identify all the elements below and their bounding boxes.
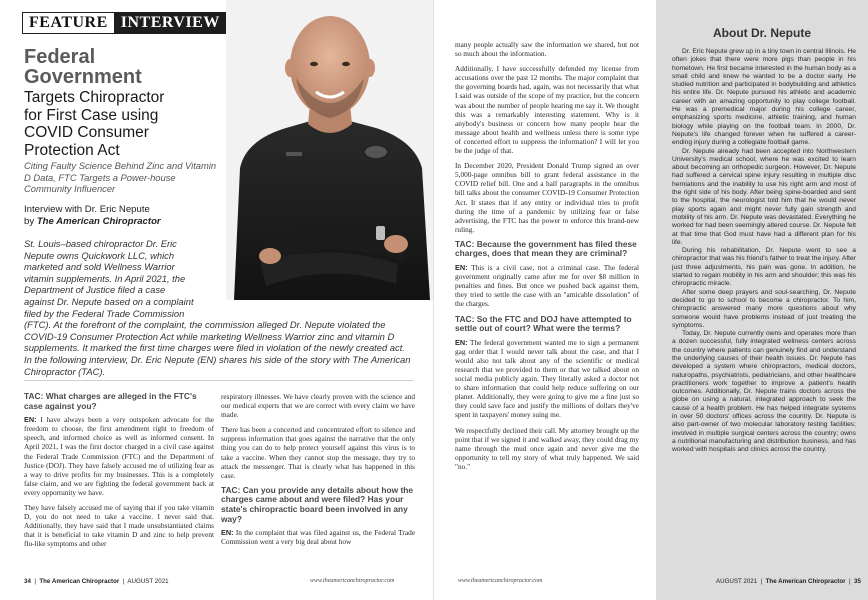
sidebar-paragraph: After some deep prayers and soul-searching, Dr. Nepute decided to go to school to become a chiropractor. To him, chiropractic answered many more questions about why someone would have problems instead of just treating the symptoms. (672, 288, 856, 329)
byline-by: by (24, 216, 37, 227)
body-paragraph: Additionally, I have successfully defended my license from accusations over the past 12 months. The major complaint that the governing boards had, again, was not necessarily that what I said was outside of the scope of my practice, but the concern was about the number of people hearing me say it. We thought this was a remarkably interesting statement. Why is it anybody's business or concern how many people hear the message about health and wellness unless there is some type of concerted effort to suppress the information? I will let you be the judge of that. (455, 64, 639, 156)
answer-paragraph (221, 528, 415, 546)
subheadline-line-4: Protection Act (24, 141, 120, 159)
answer-speaker: EN: (455, 337, 468, 347)
byline-interview-with: Interview with Dr. Eric Nepute (24, 204, 150, 215)
question-heading: TAC: Because the government has filed these charges, does that mean they are criminal? (455, 238, 637, 259)
subheadline-line-2: for First Case using (24, 106, 159, 124)
sidebar-title: About Dr. Nepute (713, 26, 811, 40)
sidebar-paragraph: Dr. Eric Nepute grew up in a tiny town in central Illinois. He often jokes that there were more pigs than people in his hometown. He first became interested in the human body as a small child and knew he wanted to be a doctor early. He studied nutrition and participated in bodybuilding and athletics his entire life. Dr. Nepute pursued his athletic and academic career with an amazing opportunity to play college football. He was a premedical major during his college career, emphasizing sports medicine, athletic training, and human biology while playing on the football team. In 2000, Dr. Nepute's life changed forever when he suffered a career-ending injury during a collegiate football game. (672, 48, 857, 147)
headline-line-1: Federal (24, 46, 96, 68)
sidebar-paragraph: Dr. Nepute already had been accepted into Northwestern University's medical school, where he was excited to learn about becoming an orthopedic surgeon. However, Dr. Nepute had suffered a cervical spine injury resulting in multiple disc herniations and the inability to use his right arm and most of the right side of his body. After being spine-boarded and sent to the hospital, the neurologist told him that he would never play sports again and might never fully gain strength and mobility of his arm. Dr. Nepute was devastated. Everything he worked for had been seemingly altered course. Dr. Nepute felt at that time that God must have had a different plan for his life. (672, 147, 856, 246)
badge-interview-label: INTERVIEW (114, 12, 227, 34)
question-heading: TAC: Can you provide any details about how the charges came about and were filed? Has your state's chiropractic board been involved in any way? (221, 484, 414, 524)
intro-paragraph (24, 238, 414, 377)
body-paragraph: They have falsely accused me of saying that if you take vitamin D, you do not need to take a vaccine. I never said that. Additionally, they have said that I made unsubstantiated claims that it is beneficial to take vitamin D and zinc to help prevent flu-like symptoms and other (24, 503, 214, 549)
byline-author (24, 216, 220, 228)
dek: Citing Faulty Science Behind Zinc and Vitamin D Data, FTC Targets a Power-house Community Influencer (24, 160, 217, 194)
body-paragraph: In December 2020, President Donald Trump signed an over 5,000-page omnibus bill to grant federal assistance in the COVID relief bill. One and a half paragraphs in the omnibus bill talks about the consumer COVID-19 Consumer Protection Act. It states that if any entity or individual tries to profit during the time of a pandemic by utilizing fear or false advertising, the FTC has the power to enforce this brand-new ruling. (455, 161, 639, 234)
answer-text: This is a civil case, not a criminal case. The federal government originally came after me for over $8 million in penalties and fines. But once we pushed back against them, they tried to settle the case with an "amicable dissolution" of the charges. (455, 263, 639, 309)
badge-feature-label: FEATURE (22, 12, 114, 34)
intro-wide-text: (FTC). At the forefront of the complaint, the commission alleged Dr. Nepute violated the COVID-19 Consumer Protection Act while marketing Wellness Warrior zinc and vitamin D supplements. It marked the first time charges were filed in violation of the newly created act. In the following interview, Dr. Eric Nepute (EN) shares his side of the story with The American Chiropractor (TAC). (24, 319, 411, 377)
feature-interview-badge (22, 12, 227, 34)
footer-date: AUGUST 2021 (716, 578, 758, 585)
subheadline (24, 89, 224, 159)
subheadline-line-3: COVID Consumer (24, 124, 149, 141)
body-paragraph: There has been a concerted and concentrated effort to silence and suppress information that goes against the narrative that the only thing you can do to help protect yourself against this virus is to take a vaccine. When they cannot stop the message, they try to attack the messenger. That is clearly what has happened in this case. (221, 425, 415, 480)
sidebar-body (672, 48, 856, 455)
answer-paragraph (455, 263, 639, 308)
intro-line: against Dr. Nepute based on a complaint (24, 295, 194, 307)
divider (24, 380, 414, 381)
body-paragraph: We respectfully declined their call. My attorney brought up the point that if we signed it and walked away, they could drag my name through the mud once again and never give me the opportunity to tell my story of what truly happened. We said "no." (455, 425, 639, 471)
answer-paragraph (24, 415, 214, 497)
footer-right: AUGUST 2021 | The American Chiropractor | 35 (716, 578, 861, 585)
answer-text: In the complaint that was filed against us, the Federal Trade Commission went a very big deal about how (221, 528, 415, 547)
footer-publication: The American Chiropractor (765, 578, 846, 585)
footer-url: www.theamericanchiropractor.com (310, 578, 395, 584)
footer-publication: The American Chiropractor (39, 578, 120, 585)
footer-date: AUGUST 2021 (127, 578, 169, 585)
about-sidebar (656, 0, 868, 600)
answer-text: The federal government wanted me to sign a permanent gag order that I would never talk about the case, and that I would also not talk about any of the scientific or medical research that we provided to them or that we talked about on social media publicly again. They literally asked a doctor not to share information that could help reduce suffering on our planet. Additionally, they were going to give me a fine just so they could save face and justify the millions of dollars they've spent in taxpayers' money suing me. (455, 337, 639, 420)
footer-url: www.theamericanchiropractor.com (458, 578, 543, 584)
article-column-2 (221, 392, 415, 546)
question-heading: TAC: What charges are alleged in the FTC's case against you? (24, 391, 197, 411)
intro-line: marketed and sold Wellness Warrior (24, 261, 175, 273)
byline (24, 204, 220, 228)
byline-publication: The American Chiropractor (36, 216, 161, 227)
sidebar-paragraph: During his rehabilitation, Dr. Nepute went to see a chiropractor that was his friend's father to treat the injury. After just three adjustments, his pain was gone. In addition, he started to regain mobility in his arm and shoulder; this was his chiropractic miracle. (672, 247, 856, 288)
sidebar-paragraph: Today, Dr. Nepute currently owns and operates more than a dozen successful, fully integrated wellness centers across the country where patients can genuinely find and understand the underlying causes of their health issues. Dr. Nepute has developed a system where chiropractors, medical doctors, naturopaths, psychiatrists, pediatricians, and other healthcare practitioners work together to improve a patient's health outcomes. Additionally, Dr. Nepute trains doctors across the globe on using a natural, integrated approach to seek the cause of a health problem. He has helped integrate systems in over 50 doctors' offices across the country. Dr. Nepute is also part-owner of two molecular laboratory testing facilities; involved in multiple surgical centers across the country; owns a nutritional manufacturing and distribution business, and has worked with hospitals and clinics across the country. (672, 330, 856, 454)
footer-page-number: 34 (24, 578, 31, 585)
answer-speaker: EN: (24, 415, 37, 425)
question-heading: TAC: So the FTC and DOJ have attempted to settle out of court? What were the terms? (455, 313, 632, 334)
intro-line: vitamin supplements. In April 2021, the (24, 272, 186, 284)
answer-speaker: EN: (221, 528, 234, 538)
article-column-1 (24, 392, 214, 549)
intro-line: St. Louis–based chiropractor Dr. Eric (24, 238, 177, 249)
intro-narrow-lines (24, 238, 220, 319)
footer-left: 34 | The American Chiropractor | AUGUST 2021 (24, 578, 169, 585)
intro-line: filed by the Federal Trade Commission (24, 307, 185, 319)
intro-line: Nepute owns Quickwork LLC, which (24, 249, 175, 261)
headline (24, 47, 224, 159)
footer-page-number: 35 (854, 578, 861, 585)
subheadline-line-1: Targets Chiropractor (24, 89, 165, 106)
answer-speaker: EN: (455, 263, 468, 273)
intro-line: Department of Justice filed a case (24, 284, 166, 296)
body-paragraph: many people actually saw the information we shared, but not so much about the information. (455, 40, 639, 59)
answer-text: I have always been a very outspoken advocate for the freedom to choose, the first amendment right to freedom of speech, and informed choice as well as informed consent. In April 2021, I was the first doctor charged in a civil case against the Federal Trade Commission (FTC) and the Department of Justice (DOJ). They have falsely accused me of utilizing fear as a way to drive profits for my businesses. This is a completely false claim, and we are fighting the federal government back at every opportunity we have. (24, 415, 214, 497)
body-paragraph: respiratory illnesses. We have clearly proven with the science and our medical experts that we are correct with every claim we have made. (221, 392, 415, 420)
article-column-3 (455, 40, 639, 471)
answer-paragraph (455, 338, 639, 420)
headline-line-2: Government (24, 66, 142, 88)
